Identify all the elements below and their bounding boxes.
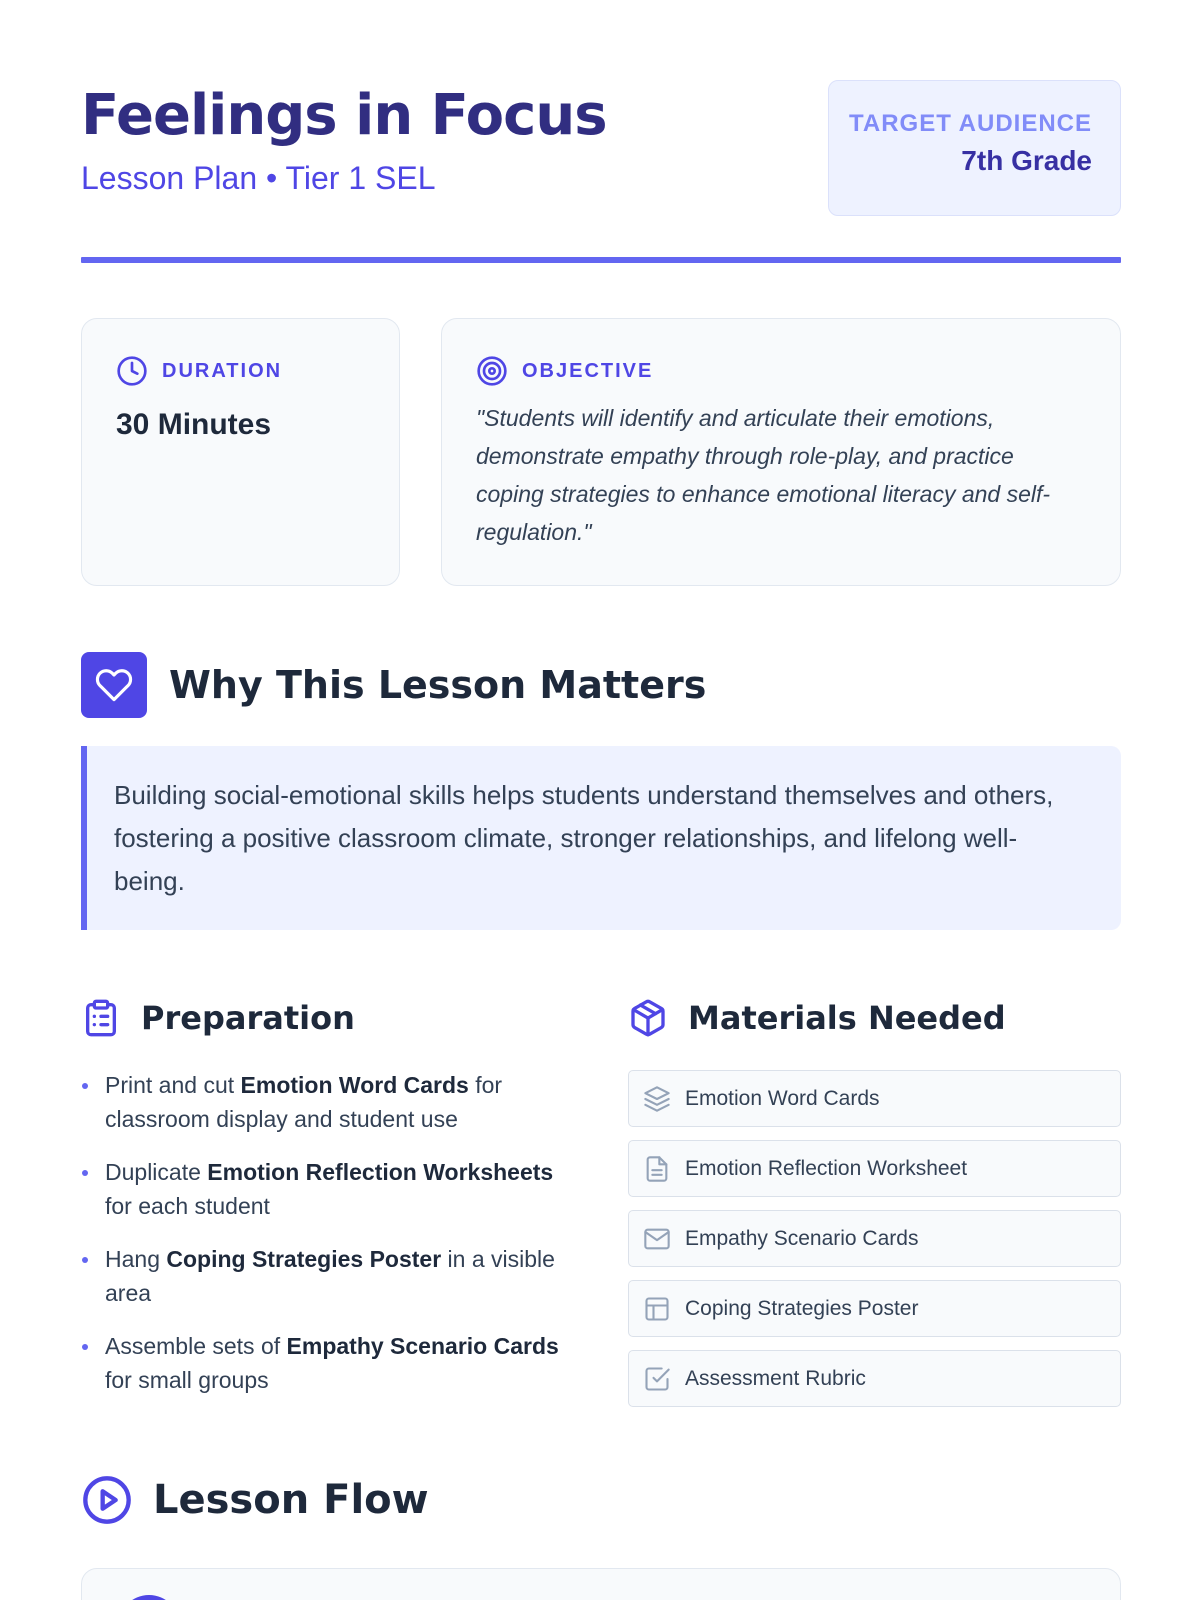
material-item-emotion-word-cards[interactable] [628, 1070, 1121, 1127]
page-title: Feelings in Focus [81, 83, 607, 148]
material-label: Emotion Word Cards [685, 1086, 880, 1110]
prep-text: for each student [105, 1193, 270, 1219]
prep-text: Print and cut [105, 1072, 241, 1098]
material-item-empathy-scenario-cards[interactable] [628, 1210, 1121, 1267]
prep-highlight: Coping Strategies Poster [166, 1246, 442, 1272]
material-item-assessment-rubric[interactable] [628, 1350, 1121, 1407]
prep-text: for small groups [105, 1367, 269, 1393]
prep-text: Duplicate [105, 1159, 208, 1185]
target-icon [476, 355, 508, 387]
duration-card [81, 318, 400, 586]
target-audience-label: TARGET AUDIENCE [849, 110, 1092, 137]
prep-highlight: Emotion Reflection Worksheets [207, 1159, 554, 1185]
list-item [81, 1155, 581, 1223]
prep-highlight: Empathy Scenario Cards [286, 1333, 559, 1359]
flow-step-badge [118, 1595, 180, 1600]
layout-icon [643, 1295, 671, 1323]
file-text-icon [643, 1155, 671, 1183]
prep-text: Hang [105, 1246, 167, 1272]
why-text: Building social-emotional skills helps students understand themselves and others, fostering a positive classroom climate, stronger relationships, and lifelong well-being. [114, 780, 1054, 896]
duration-label: DURATION [162, 359, 283, 382]
header-divider [81, 257, 1121, 263]
lesson-header [81, 80, 1121, 220]
material-item-coping-strategies-poster[interactable] [628, 1280, 1121, 1337]
material-label: Assessment Rubric [685, 1366, 866, 1390]
why-section-heading [81, 652, 706, 718]
preparation-title: Preparation [141, 999, 355, 1037]
list-item [81, 1329, 581, 1397]
objective-text: "Students will identify and articulate their emotions, demonstrate empathy through role-play, and practice coping strategies to enhance emotional literacy and self-regulation." [476, 405, 1051, 545]
material-label: Emotion Reflection Worksheet [685, 1156, 968, 1180]
why-title: Why This Lesson Matters [169, 663, 707, 707]
clipboard-list-icon [81, 998, 121, 1038]
check-square-icon [643, 1365, 671, 1393]
objective-label: OBJECTIVE [522, 359, 654, 382]
target-audience-value: 7th Grade [961, 145, 1092, 176]
box-icon [628, 998, 668, 1038]
materials-heading [628, 998, 1006, 1038]
clock-icon [116, 355, 148, 387]
material-label: Coping Strategies Poster [685, 1296, 919, 1320]
list-item [81, 1242, 581, 1310]
page-subtitle: Lesson Plan • Tier 1 SEL [81, 160, 436, 196]
heart-icon-badge [81, 652, 147, 718]
preparation-heading [81, 998, 355, 1038]
play-circle-icon [81, 1474, 133, 1526]
objective-card [441, 318, 1121, 586]
heart-icon [95, 666, 133, 704]
materials-title: Materials Needed [688, 999, 1006, 1037]
material-item-emotion-reflection-worksheet[interactable] [628, 1140, 1121, 1197]
duration-value: 30 Minutes [116, 408, 272, 441]
lesson-flow-title: Lesson Flow [153, 1477, 429, 1523]
prep-text: in a visible area [105, 1246, 555, 1306]
target-audience-card [828, 80, 1121, 216]
prep-text: for classroom display and student use [105, 1072, 503, 1132]
why-callout [81, 746, 1121, 930]
prep-text: Assemble sets of [105, 1333, 287, 1359]
material-label: Empathy Scenario Cards [685, 1226, 919, 1250]
lesson-flow-heading [81, 1474, 429, 1526]
preparation-list [81, 1068, 581, 1416]
layers-icon [643, 1085, 671, 1113]
prep-highlight: Emotion Word Cards [240, 1072, 469, 1098]
lesson-flow-card [81, 1568, 1121, 1600]
mail-icon [643, 1225, 671, 1253]
materials-list [628, 1070, 1121, 1420]
list-item [81, 1068, 581, 1136]
